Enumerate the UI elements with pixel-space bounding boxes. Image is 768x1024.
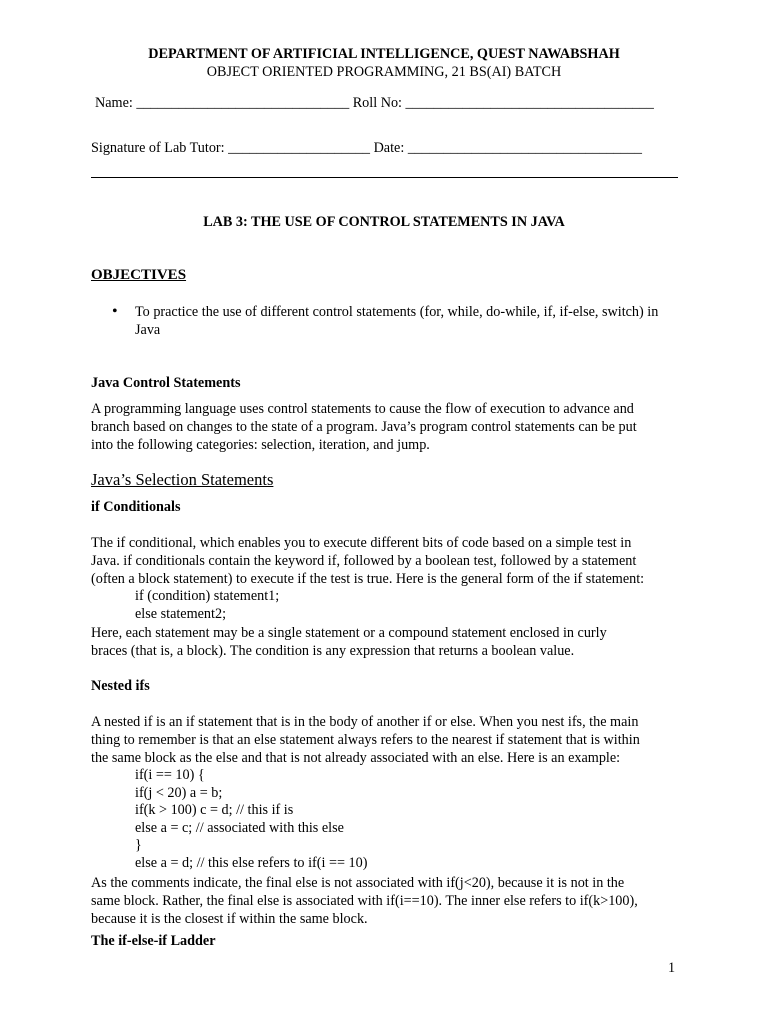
- if-conditionals-heading: if Conditionals: [91, 499, 181, 515]
- paragraph-line: (often a block statement) to execute if the test is true. Here is the general form of the if statement:: [91, 571, 645, 587]
- bullet-icon: •: [112, 303, 118, 320]
- code-line: else a = d; // this else refers to if(i == 10): [135, 854, 368, 871]
- selection-heading: Java’s Selection Statements: [91, 470, 274, 489]
- signature-date-line: Signature of Lab Tutor: ____________________ Date: _________________________________: [91, 140, 642, 156]
- page-number: 1: [668, 960, 676, 976]
- paragraph-line: into the following categories: selection, iteration, and jump.: [91, 437, 430, 453]
- lab-title: LAB 3: THE USE OF CONTROL STATEMENTS IN JAVA: [203, 214, 565, 230]
- if-code-block: [135, 588, 279, 623]
- if-explanation-paragraph: [91, 624, 678, 660]
- paragraph-line: same block. Rather, the final else is associated with if(i==10). The inner else refers to if(k>100),: [91, 893, 638, 909]
- name-roll-line: Name: ______________________________ Roll No: ___________________________________: [95, 95, 654, 111]
- code-line: if(i == 10) {: [135, 767, 205, 783]
- if-conditionals-paragraph: [91, 534, 678, 588]
- paragraph-line: As the comments indicate, the final else is not associated with if(j<20), because it is not in the: [91, 875, 625, 891]
- objective-item: To practice the use of different control statements (for, while, do-while, if, if-else, switch) in Java: [135, 304, 659, 338]
- nested-ifs-paragraph: [91, 713, 678, 767]
- code-line: if(k > 100) c = d; // this if is: [135, 802, 294, 819]
- course-heading: OBJECT ORIENTED PROGRAMMING, 21 BS(AI) BATCH: [206, 64, 562, 80]
- paragraph-line: the same block as the else and that is not already associated with an else. Here is an example:: [91, 750, 621, 766]
- paragraph-line: Java. if conditionals contain the keyword if, followed by a boolean test, followed by a statement: [91, 553, 637, 569]
- nested-ifs-heading: Nested ifs: [91, 678, 150, 694]
- paragraph-line: Here, each statement may be a single statement or a compound statement enclosed in curly: [91, 625, 607, 641]
- paragraph-line: A nested if is an if statement that is in the body of another if or else. When you nest ifs, the main: [91, 714, 639, 730]
- paragraph-line: thing to remember is that an else statement always refers to the nearest if statement that is within: [91, 732, 640, 748]
- paragraph-line: because it is the closest if within the same block.: [91, 911, 368, 927]
- code-line: }: [135, 837, 142, 854]
- nested-ifs-explanation-paragraph: [91, 874, 678, 928]
- objectives-heading: OBJECTIVES: [91, 267, 187, 283]
- if-else-if-ladder-heading: The if-else-if Ladder: [91, 933, 216, 949]
- control-statements-paragraph: [91, 400, 678, 454]
- code-line: if(j < 20) a = b;: [135, 784, 223, 801]
- paragraph-line: branch based on changes to the state of a program. Java’s program control statements can be put: [91, 419, 637, 435]
- nested-if-code-block: [135, 767, 367, 873]
- code-line: if (condition) statement1;: [135, 588, 280, 604]
- department-heading: DEPARTMENT OF ARTIFICIAL INTELLIGENCE, QUEST NAWABSHAH: [148, 46, 620, 62]
- paragraph-line: The if conditional, which enables you to execute different bits of code based on a simple test in: [91, 535, 632, 551]
- paragraph-line: braces (that is, a block). The condition is any expression that returns a boolean value.: [91, 643, 575, 659]
- code-line: else statement2;: [135, 605, 227, 622]
- paragraph-line: A programming language uses control statements to cause the flow of execution to advance and: [91, 401, 634, 417]
- header-divider: [91, 177, 678, 178]
- control-statements-heading: Java Control Statements: [91, 375, 241, 391]
- code-line: else a = c; // associated with this else: [135, 819, 344, 836]
